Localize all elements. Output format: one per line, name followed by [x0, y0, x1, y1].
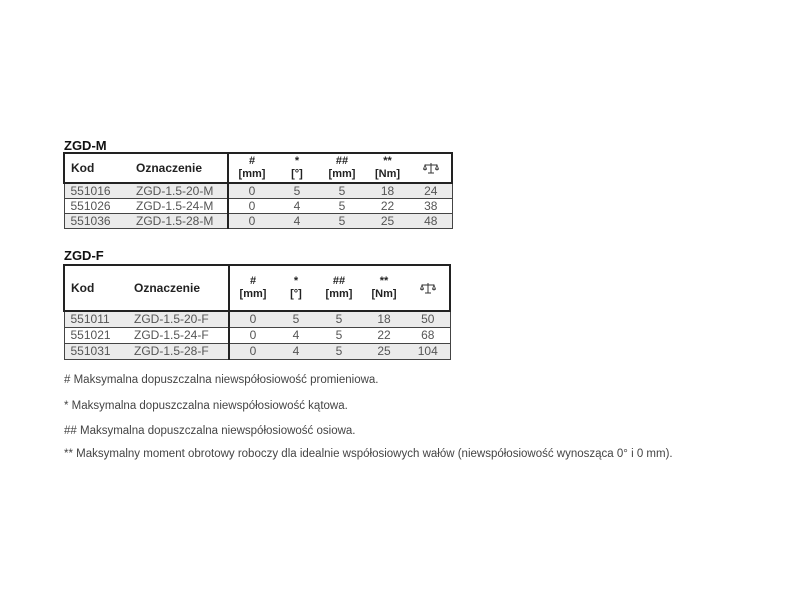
cell-oznaczenie: ZGD-1.5-24-M: [130, 199, 228, 214]
cell-axial: 5: [316, 328, 362, 344]
cell-weight: 38: [410, 199, 452, 214]
header-weight: [406, 265, 450, 311]
cell-radial: 0: [229, 328, 276, 344]
header-torque-symbol: **: [379, 275, 389, 287]
cell-kod: 551016: [64, 183, 130, 199]
table-zgd-m: [63, 152, 453, 229]
cell-axial: 5: [319, 199, 365, 214]
header-radial: [229, 265, 276, 311]
header-axial: [319, 153, 365, 183]
cell-radial: 0: [229, 311, 276, 328]
header-angular-unit: [°]: [290, 288, 302, 300]
cell-radial: 0: [228, 214, 275, 229]
scale-icon: [420, 282, 436, 294]
cell-oznaczenie: ZGD-1.5-20-M: [130, 183, 228, 199]
cell-axial: 5: [319, 214, 365, 229]
header-axial: [316, 265, 362, 311]
header-axial-unit: [mm]: [325, 288, 353, 300]
cell-oznaczenie: ZGD-1.5-24-F: [128, 328, 229, 344]
cell-radial: 0: [228, 199, 275, 214]
footnote-axial: ## Maksymalna dopuszczalna niewspółosiowość osiowa.: [64, 425, 356, 437]
header-radial-unit: [mm]: [239, 288, 267, 300]
header-axial-unit: [mm]: [328, 168, 356, 180]
cell-angular: 4: [276, 328, 316, 344]
scale-icon: [423, 162, 439, 174]
header-angular: [275, 153, 319, 183]
header-torque: [362, 265, 406, 311]
cell-kod: 551031: [64, 344, 128, 360]
cell-angular: 5: [276, 311, 316, 328]
cell-angular: 4: [275, 214, 319, 229]
table-row: [64, 183, 452, 199]
table-header-row: [64, 265, 450, 311]
header-torque-unit: [Nm]: [374, 168, 401, 180]
header-weight: [410, 153, 452, 183]
header-angular-unit: [°]: [291, 168, 303, 180]
cell-torque: 25: [362, 344, 406, 360]
section-title-zgd-f: ZGD-F: [64, 248, 104, 263]
cell-weight: 68: [406, 328, 450, 344]
footnote-angular: * Maksymalna dopuszczalna niewspółosiowość kątowa.: [64, 400, 348, 412]
table-row: [64, 199, 452, 214]
section-title-zgd-m: ZGD-M: [64, 138, 107, 153]
table-header-row: [64, 153, 452, 183]
header-axial-symbol: ##: [335, 155, 349, 167]
cell-axial: 5: [319, 183, 365, 199]
header-axial-symbol: ##: [332, 275, 346, 287]
header-torque-symbol: **: [383, 155, 392, 167]
cell-radial: 0: [228, 183, 275, 199]
cell-axial: 5: [316, 311, 362, 328]
table-row: [64, 311, 450, 328]
footnote-radial: # Maksymalna dopuszczalna niewspółosiowość promieniowa.: [64, 374, 379, 386]
table-zgd-f: [63, 264, 451, 360]
header-angular: [276, 265, 316, 311]
cell-weight: 50: [406, 311, 450, 328]
footnote-torque: ** Maksymalny moment obrotowy roboczy dla idealnie współosiowych wałów (niewspółosiowość wynosząca 0° i 0 mm).: [64, 448, 673, 460]
header-oznaczenie: Oznaczenie: [130, 153, 228, 183]
header-radial: [228, 153, 275, 183]
cell-torque: 22: [365, 199, 410, 214]
table-row: [64, 344, 450, 360]
header-radial-symbol: #: [249, 275, 257, 287]
header-radial-unit: [mm]: [238, 168, 266, 180]
header-radial-symbol: #: [248, 155, 256, 167]
cell-weight: 104: [406, 344, 450, 360]
header-oznaczenie: Oznaczenie: [128, 265, 229, 311]
cell-kod: 551026: [64, 199, 130, 214]
cell-angular: 4: [275, 199, 319, 214]
cell-oznaczenie: ZGD-1.5-28-F: [128, 344, 229, 360]
cell-radial: 0: [229, 344, 276, 360]
cell-kod: 551036: [64, 214, 130, 229]
table-row: [64, 214, 452, 229]
header-torque: [365, 153, 410, 183]
cell-torque: 18: [362, 311, 406, 328]
header-kod: Kod: [64, 265, 128, 311]
header-torque-unit: [Nm]: [371, 288, 397, 300]
cell-angular: 5: [275, 183, 319, 199]
cell-torque: 22: [362, 328, 406, 344]
cell-kod: 551021: [64, 328, 128, 344]
cell-kod: 551011: [64, 311, 128, 328]
cell-angular: 4: [276, 344, 316, 360]
cell-torque: 18: [365, 183, 410, 199]
header-angular-symbol: *: [294, 155, 300, 167]
table-row: [64, 328, 450, 344]
cell-torque: 25: [365, 214, 410, 229]
cell-weight: 48: [410, 214, 452, 229]
cell-oznaczenie: ZGD-1.5-28-M: [130, 214, 228, 229]
cell-oznaczenie: ZGD-1.5-20-F: [128, 311, 229, 328]
header-kod: Kod: [64, 153, 130, 183]
cell-axial: 5: [316, 344, 362, 360]
header-angular-symbol: *: [293, 275, 299, 287]
cell-weight: 24: [410, 183, 452, 199]
